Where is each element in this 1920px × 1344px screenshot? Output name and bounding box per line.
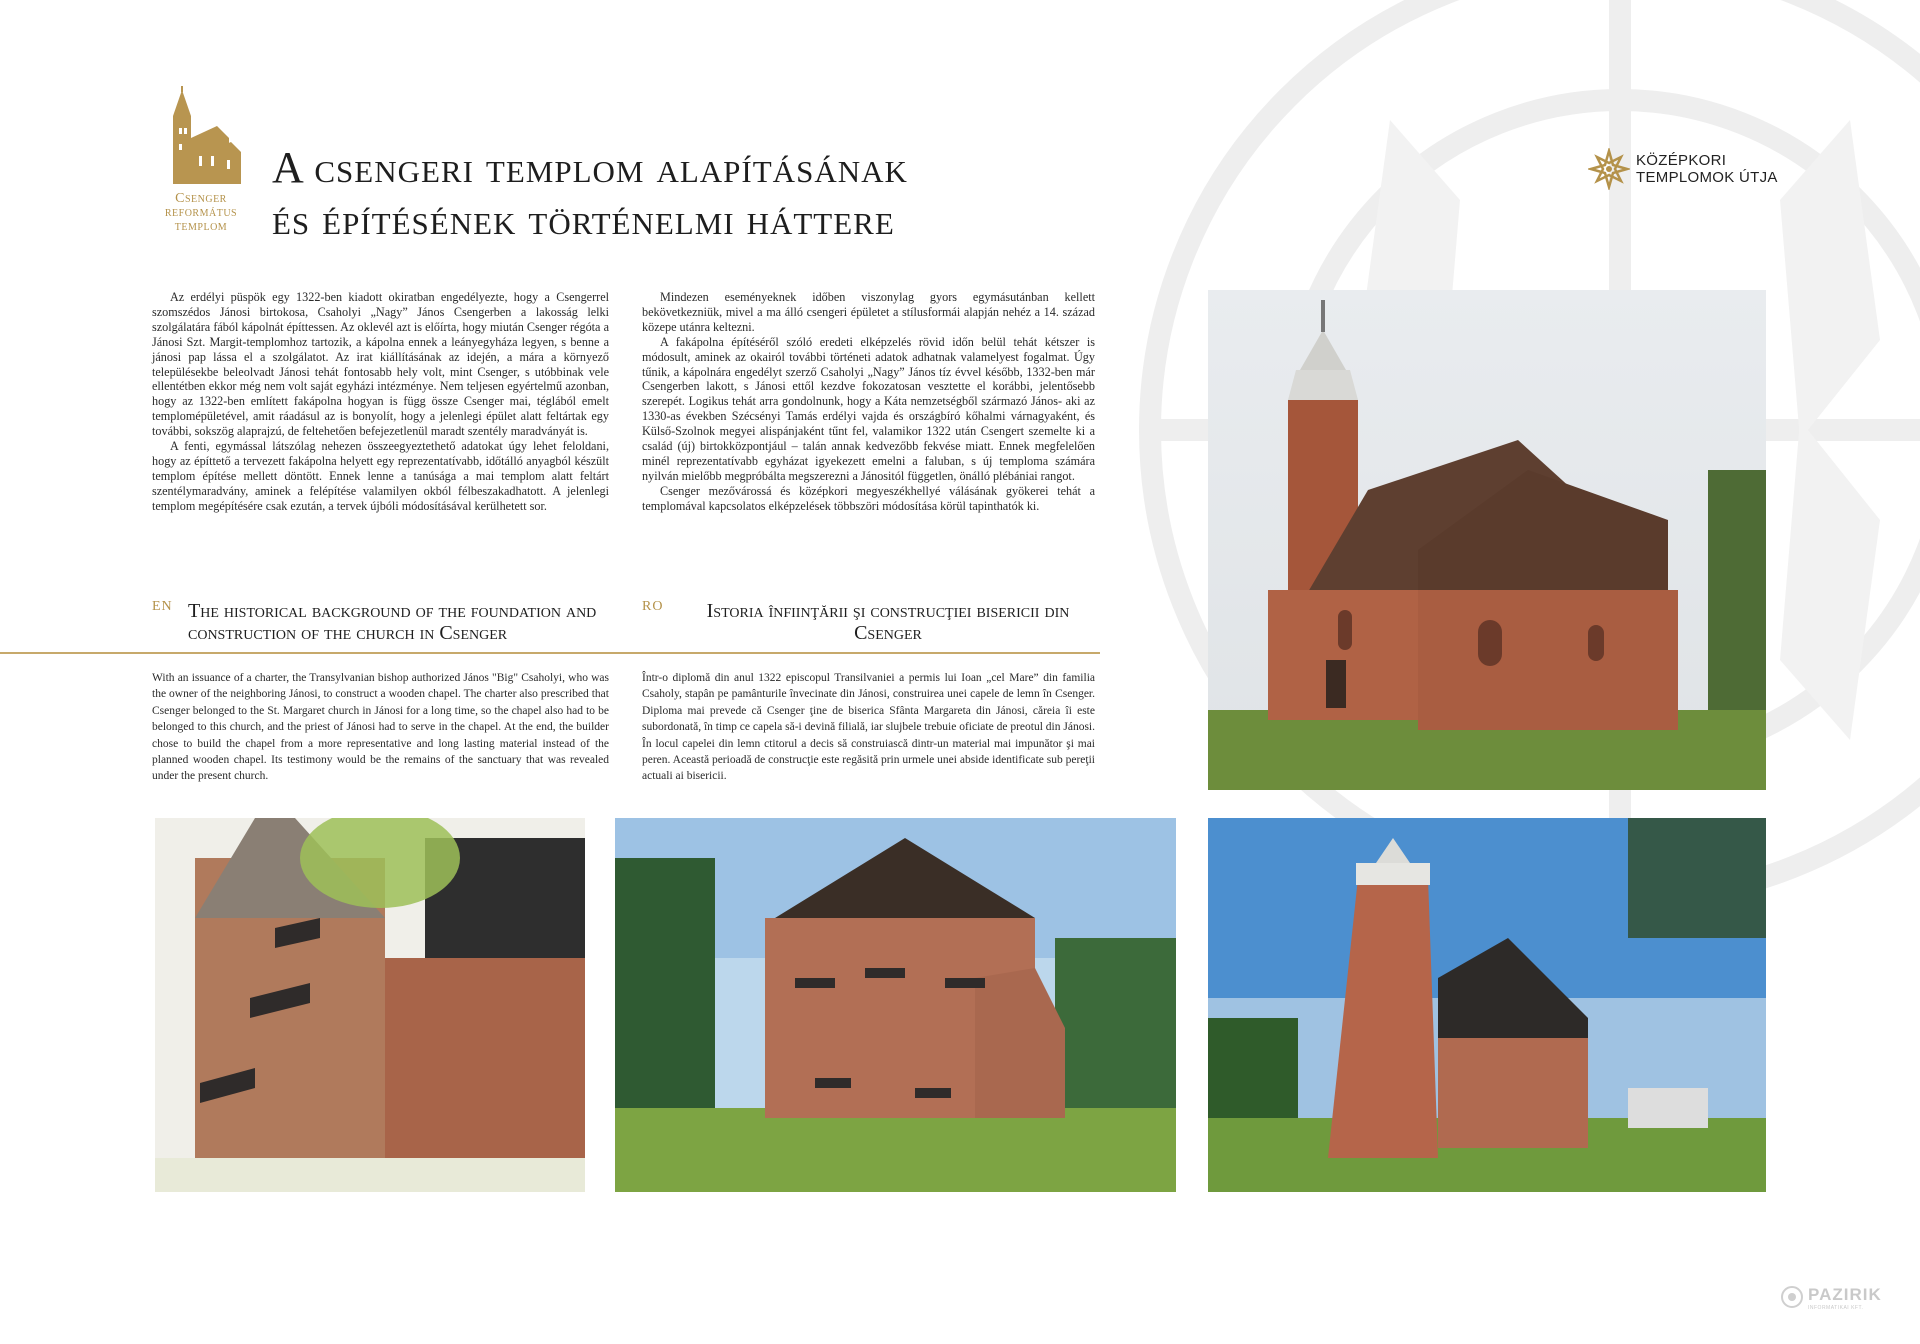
hungarian-text-left [152,290,609,514]
english-text [152,670,609,785]
english-paragraph: With an issuance of a charter, the Transylvanian bishop authorized János "Big" Csaholyi, who was the owner of the neighboring Jánosi, to construct a wooden chapel. The charter also prescribed that Csenger belonged to the St. Margaret church in Jánosi for a long time, so the chapel also had to be belonged to this church, and the priest of Jánosi had to serve in the chapel. At the end, the builder chose to build the chapel from a more representative and long lasting material instead of the planned wooden chapel. Its testimony would be the remains of the sanctuary that was revealed under the present church. [152,672,609,783]
hungarian-text-right [642,290,1095,514]
logo-line-2: református [164,205,238,220]
church-photo-tower [1208,818,1766,1192]
logo-line-3: templom [174,219,228,234]
hu-right-paragraph-2: A fakápolna építéséről szóló eredeti elképzelés rövid időn belül tehát kétszer is módosult, aminek az okairól további történeti adatok adhatnak valamelyest fogalmat. Úgy tűnik, a kápolnára engedélyt szerző Csaholyi „Nagy” János tíz évvel később, 1332-ben már Csengerben lakott, s Jánosi ettől kezdve fokozatosan vesztette el korábbi, jelentősebb szerepét. Logikus tehát arra gondolnunk, hogy a Káta nemzetségből származó János- aki az 1330-as években Szécsényi Tamás erdélyi vajda és országbíró kőhalmi várnagyaként, és Külső-Szolnok megyei alispánjaként tűnt fel, valamikor 1322 után Csengert szemelte ki a család (új) birtokközpontjául – talán annak kedvezőbb fekvése miatt. Ennek megfelelően minél reprezentatívabb egyházat igyekezett emelni a faluban, s új temploma számára nyilván mielőbb megpróbálta megszerezni a Jánositól független, önálló plébániai rangot. [642,334,1095,483]
hu-right-paragraph-3: Csenger mezővárossá és középkori megyeszékhellyé válásának gyökerei tehát a templomával kapcsolatos elképzelések többszöri módosítása körül tapinthatók ki. [642,483,1095,513]
page-title-line-2: és építésének történelmi háttere [272,195,895,244]
brand-line-1: KÖZÉPKORI [1636,152,1727,169]
page-title [272,142,1032,246]
credit-name: PAZIRIK [1808,1285,1882,1304]
church-photo-main [1208,290,1766,790]
church-photo-wall-detail [155,818,585,1192]
camera-icon [1780,1285,1804,1309]
photo-credit [1780,1283,1880,1317]
hu-right-paragraph-1: Mindezen eseményeknek időben viszonylag gyors egymásutánban kellett bekövetkezniük, mivel a ma álló csengeri épületet a stílusformái alapján nehéz a 14. század közepe utánra keltezni. [642,290,1095,334]
church-photo-apse [615,818,1176,1192]
romanian-paragraph: Într-o diplomă din anul 1322 episcopul Transilvaniei a permis lui Ioan „cel Mare” din familia Csaholy, stapân pe pamânturile învecinate din Jánosi, construirea unei capele de lemn în Csenger. Diploma mai prevede că Csenger ţine de biserica Sfânta Margareta din Jánosi, căreia îi este subordonată, în timp ce capela să-i devină filială, iar slujbele trebuie oficiate de preotul din Jánosi. În locul capelei din lemn ctitorul a decis să construiască dintr-un material mai impunător şi mai peren. Această perioadă de construcţie este regăsită prin urmele unei abside identificate sub pereţii actuali ai bisericii. [642,672,1095,783]
romanian-title: Istoria înfiinţării şi construcţiei bisericii din Csenger [706,600,1070,644]
romanian-text [642,670,1095,785]
hu-left-paragraph-1: Az erdélyi püspök egy 1322-ben kiadott okiratban engedélyezte, hogy a Csengerrel szomszédos Jánosi birtokosa, Csaholyi „Nagy” János Csengerben a lakosság lelki szolgálatára fából kápolnát építtessen. Az oklevél azt is előírta, hogy miután Csenger régóta a Jánosi Szt. Margit-templomhoz tartozik, a kápolna ennek a leányegyháza legyen, s benne a jánosi pap lássa el a szolgálatot. Az irat kiállításának az idején, a mára a környező településekbe beleolvadt Jánosi tehát fontosabb hely volt, mint Csenger, s utóbbinak vele ellentétben ekkor még nem volt saját egyházi intézménye. Nem teljesen egyértelmű azonban, hogy az 1322-ben említett fakápolna hogyan is függ össze Csenger mai, téglából emelt templomépületével, amit ráadásul az is bonyolít, hogy a jelenlegi épület alatt feltártak egy további, sokszög alaprajzú, de feltehetően befejezetlenül maradt szentély maradványát is. [152,290,609,439]
hu-left-paragraph-2: A fenti, egymással látszólag nehezen összeegyeztethető adatokat úgy lehet feloldani, hogy az építtető a tervezett fakápolna helyett egy reprezentatívabb, időtálló anyagból készült templom építése mellett döntött. Ennek lenne a tanúsága a mai templom alatt feltárt szentélymaradvány, aminek a felépítése valamilyen okból félbeszakadhatott. A jelenlegi templom megépítésére csak ezután, a tervek újbóli módosításával kerülhetett sor. [152,439,609,513]
credit-subtitle: INFORMATIKAI KFT. [1808,1305,1864,1311]
church-logo [148,86,254,234]
logo-line-1: Csenger [175,191,227,206]
star-ornament-icon [1588,148,1630,190]
church-icon [159,86,243,186]
gold-divider [0,652,1100,654]
language-tag-ro: RO [642,599,664,614]
brand-line-2: TEMPLOMOK ÚTJA [1636,169,1778,186]
english-title: The historical background of the foundation and construction of the church in Csenger [188,600,597,644]
page-title-line-1: A csengeri templom alapításának [272,143,908,192]
brand-logo [1588,148,1788,198]
language-tag-en: EN [152,599,173,614]
